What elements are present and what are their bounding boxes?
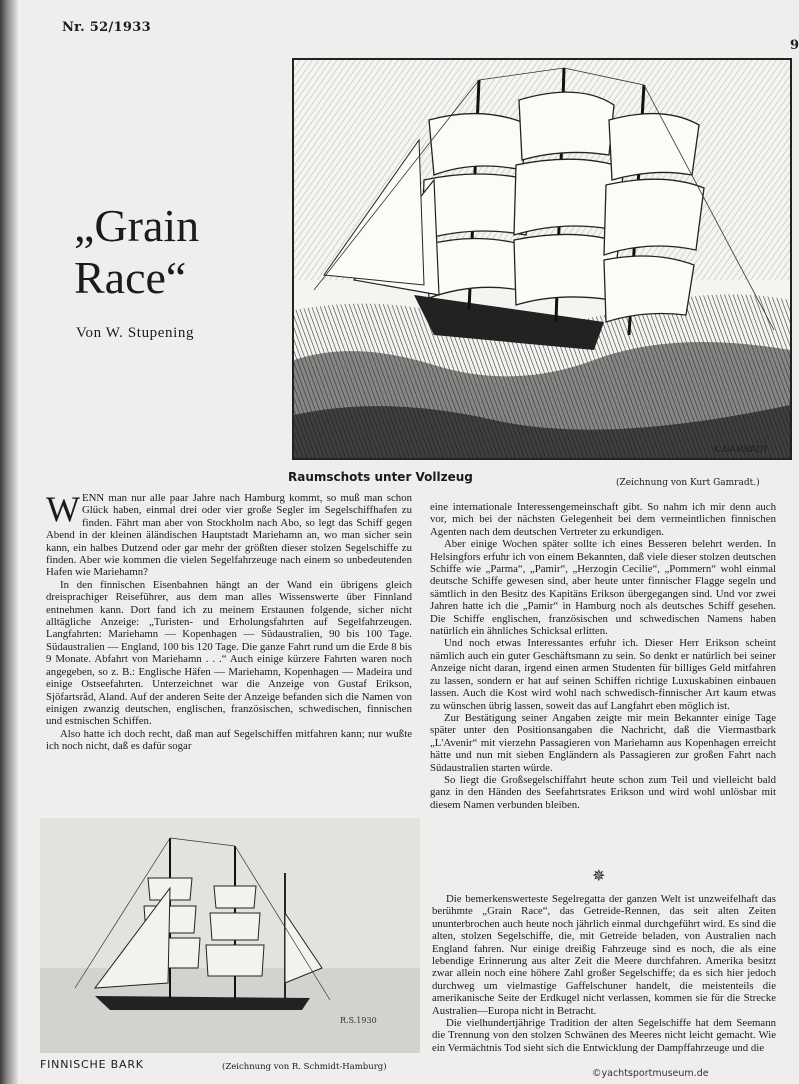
page-binding-shadow: [0, 0, 18, 1084]
paragraph: Und noch etwas Interessantes erfuhr ich. Dieser Herr Erikson scheint nämlich auch ein guter Geschäftsmann zu sein. So denkt er natürlich bei seiner Anzeige nicht daran, irgend einen armen Studenten für billiges Geld mitfahren zu lassen, sondern er hat auf seinen Schiffen richtige Luxuskabinen einbauen lassen. Auch die Kost wird wohl nach schwedisch-finnischer Art kaum etwas zu wünschen übrig lassen, soweit das auf Langfahrt eben möglich ist.: [430, 637, 776, 712]
watermark: ©yachtsportmuseum.de: [592, 1068, 709, 1079]
drop-cap: W: [46, 489, 80, 529]
title-line-1: „Grain: [74, 200, 200, 251]
illustration-signature-top: K.GAMRADT: [714, 445, 769, 455]
paragraph: [46, 489, 412, 579]
top-figure-credit: (Zeichnung von Kurt Gamradt.): [616, 478, 760, 488]
bottom-figure-credit: (Zeichnung von R. Schmidt-Hamburg): [222, 1062, 387, 1072]
ship-drawing-bottom: [40, 818, 420, 1053]
article-title: [74, 200, 199, 304]
top-figure-caption: Raumschots unter Vollzeug: [288, 470, 473, 484]
issue-number: Nr. 52/1933: [62, 20, 151, 35]
bottom-figure-caption: FINNISCHE BARK: [40, 1058, 144, 1071]
title-line-2: Race“: [74, 252, 187, 303]
paragraph-text: ENN man nur alle paar Jahre nach Hamburg kommt, so muß man schon Glück haben, einmal drei oder vier große Segler im Segelschiffhafen zu finden. Fährt man aber von Stockholm nach Abo, so legt das Schiff gegen Abend in der kleinen äländischen Hauptstadt Mariehamn an, wo man sicher sein kann, ein halbes Dutzend oder gar mehr der größten dieser stolzen Segelschiffe zu finden. Aber wie kommen die vielen Segelfahrzeuge nach einem so unbedeutenden Hafen wie Mariehamn?: [46, 492, 412, 579]
paragraph: Aber einige Wochen später sollte ich eines Besseren belehrt werden. In Helsingfors erfuhr ich von einem Bekannten, daß viele dieser stolzen deutschen Schiffe wie „Parma“, „Pamir“, „Herzogin Cecilie“, „Pommern“ wohl einmal deutsche Schiffe gewesen sind, aber heute unter finnischer Flagge segeln und sämtlich in den Besitz des Kapitäns Erikson übergegangen sind. Und vor zwei Jahren hatte ich die „Pamir“ in Hamburg noch als deutsches Schiff gesehen. Die Schiffe englischen, französischen und schwedischen Namens haben natürlich ein ähnliches Schicksal erlitten.: [430, 538, 776, 638]
section-separator: ✵: [592, 866, 606, 885]
paragraph: eine internationale Interessengemeinschaft gibt. So nahm ich mir denn auch vor, mich bei der nächsten Gelegenheit bei dem vermeintlichen finnischen Agenten nach dem deutschen Vertreter zu erkundigen.: [430, 501, 776, 538]
ship-illustration-top: [292, 58, 792, 460]
paragraph: Also hatte ich doch recht, daß man auf Segelschiffen mitfahren kann; nur wußte ich noch nicht, daß es dafür sogar: [46, 727, 412, 753]
paragraph: Die vielhundertjährige Tradition der alten Segelschiffe hat dem Seemann die Trennung von den stolzen Schwänen des Meeres nicht leicht gemacht. Wie ein Vermächtnis Tod sieht sich die Entwicklung der Dampffahrzeuge und die: [432, 1017, 776, 1054]
ship-drawing-top: [294, 60, 790, 458]
text-column-left: [46, 489, 412, 753]
text-column-right: [430, 501, 776, 811]
article-author: Von W. Stupening: [76, 325, 195, 341]
illustration-signature-bottom: R.S.1930: [340, 1016, 377, 1025]
text-column-right-lower: [432, 893, 776, 1054]
paragraph: Zur Bestätigung seiner Angaben zeigte mir mein Bekannter einige Tage später unter den Positionsangaben die Nachricht, daß die Viermastbark „L'Avenir“ mit vierzehn Passagieren von Mariehamn aus Kopenhagen erreicht hätte und nun mit sieben Engländern als Passagieren zur großen Fahrt nach Südaustralien starten würde.: [430, 711, 776, 774]
page-number: 9: [790, 38, 799, 53]
paragraph: Die bemerkenswerteste Segelregatta der ganzen Welt ist unzweifelhaft das berühmte „Grain Race“, das Getreide-Rennen, das seit alten Zeiten ununterbrochen auch heute noch jährlich einmal durchgeführt wird. Es sind die alten, stolzen Segelschiffe, die, mit Getreide beladen, von Australien nach England fahren. Nur einige dreißig Fahrzeuge sind es noch, die als eine lebendige Erinnerung aus alter Zeit die Meere durchfahren. Amerika besitzt zwar allein noch eine höhere Zahl großer Segelschiffe; da es sich hier jedoch durchweg um vielmastige Gaffelschuner handelt, die meistenteils die amerikanische Seite der Erdkugel nicht verlassen, kommen sie für die Strecke Australien—Europa nicht in Betracht.: [432, 893, 776, 1017]
ship-illustration-bottom: [40, 818, 420, 1053]
paragraph: So liegt die Großsegelschiffahrt heute schon zum Teil und vielleicht bald ganz in den Händen des Seefahrtsrates Erikson und wird wohl unlösbar mit diesem Namen verbunden bleiben.: [430, 773, 776, 811]
paragraph: In den finnischen Eisenbahnen hängt an der Wand ein übrigens gleich dreisprachiger Reiseführer, aus dem man alles Wissenswerte über Finnland entnehmen kann. Dort fand ich zu meinem Erstaunen folgende, sicher nicht alltägliche Anzeige: „Turisten- und Erholungsfahrten auf Segelfahrzeugen. Langfahrten: Mariehamn — Kopenhagen — Südaustralien, 90 bis 100 Tage. Südaustralien — England, 100 bis 120 Tage. Die ganze Fahrt rund um die Erde 8 bis 9 Monate. Abfahrt von Mariehamn . . .“ Auch einige kürzere Fahrten waren noch angegeben, so z. B.: Englische Häfen — Mariehamn, Kopenhagen — Madeira und einige Ostseefahrten. Unterzeichnet war die Anzeige von Gustaf Erikson, Sjöfartsråd, Aland. Auf der anderen Seite der Anzeige befanden sich die Namen von einigen zwanzig deutschen, englischen, französischen, schwedischen, finnischen und estnischen Schiffen.: [46, 578, 412, 728]
